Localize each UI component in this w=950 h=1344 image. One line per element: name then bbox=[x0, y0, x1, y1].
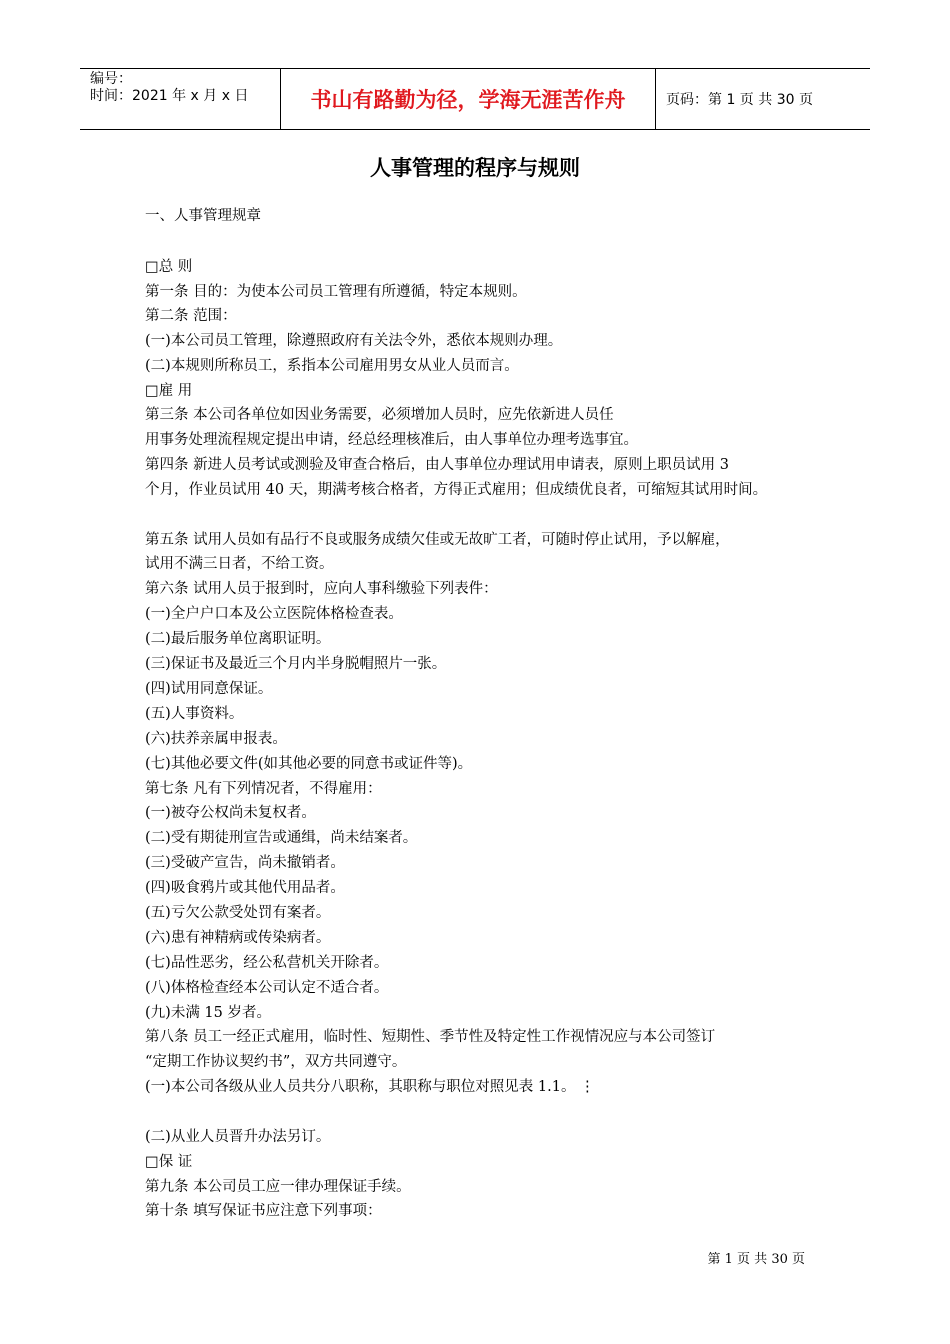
body-line: 第五条 试用人员如有品行不良或服务成绩欠佳或无故旷工者，可随时停止试用，予以解雇， bbox=[145, 532, 730, 548]
body-line: (五)亏欠公款受处罚有案者。 bbox=[145, 905, 331, 921]
body-line: 第二条 范围： bbox=[145, 308, 237, 324]
body-line: 第三条 本公司各单位如因业务需要，必须增加人员时，应先依新进人员任 bbox=[145, 407, 614, 423]
body-line: (六)扶养亲属申报表。 bbox=[145, 731, 287, 747]
body-line: 第九条 本公司员工应一律办理保证手续。 bbox=[145, 1179, 411, 1195]
body-line: 第一条 目的：为使本公司员工管理有所遵循，特定本规则。 bbox=[145, 284, 527, 300]
body-line: (二)受有期徒刑宣告或通缉，尚未结案者。 bbox=[145, 830, 418, 846]
body-line: “定期工作协议契约书”，双方共同遵守。 bbox=[145, 1054, 407, 1070]
document-number-label: 编号： bbox=[90, 71, 132, 87]
body-line: (二)最后服务单位离职证明。 bbox=[145, 631, 331, 647]
body-line: (七)其他必要文件(如其他必要的同意书或证件等)。 bbox=[145, 756, 473, 772]
body-line: (六)患有神精病或传染病者。 bbox=[145, 930, 331, 946]
document-title: 人事管理的程序与规则 bbox=[370, 156, 580, 180]
body-line: 第四条 新进人员考试或测验及审查合格后，由人事单位办理试用申请表，原则上职员试用 3 bbox=[145, 457, 729, 473]
page-header bbox=[80, 68, 870, 130]
body-line: (五)人事资料。 bbox=[145, 706, 244, 722]
body-line: (一)本公司各级从业人员共分八职称，其职称与职位对照见表 1.1。 ⋮ bbox=[145, 1079, 595, 1095]
body-line: (一)全户户口本及公立医院体格检查表。 bbox=[145, 606, 403, 622]
body-line: (九)未满 15 岁者。 bbox=[145, 1005, 271, 1021]
header-page-info: 页码：第 1 页 共 30 页 bbox=[666, 92, 813, 108]
body-line: □雇 用 bbox=[145, 383, 193, 399]
body-line: 试用不满三日者，不给工资。 bbox=[145, 556, 334, 572]
body-line: 个月，作业员试用 40 天，期满考核合格者，方得正式雇用；但成绩优良者，可缩短其试用时间。 bbox=[145, 482, 768, 498]
body-line: (四)吸食鸦片或其他代用品者。 bbox=[145, 880, 345, 896]
body-line: 第六条 试用人员于报到时，应向人事科缴验下列表件： bbox=[145, 581, 498, 597]
document-time-label: 时间：2021 年 x 月 x 日 bbox=[90, 88, 249, 104]
body-line: □保 证 bbox=[145, 1154, 193, 1170]
body-line: (二)从业人员晋升办法另订。 bbox=[145, 1129, 331, 1145]
body-line: (八)体格检查经本公司认定不适合者。 bbox=[145, 980, 389, 996]
page-footer: 第 1 页 共 30 页 bbox=[707, 1252, 805, 1267]
section-heading: 一、人事管理规章 bbox=[145, 208, 261, 224]
header-motto: 书山有路勤为径，学海无涯苦作舟 bbox=[281, 69, 656, 129]
body-line: (三)受破产宣告，尚未撤销者。 bbox=[145, 855, 345, 871]
body-line: (一)本公司员工管理，除遵照政府有关法令外，悉依本规则办理。 bbox=[145, 333, 563, 349]
body-line: (一)被夺公权尚未复权者。 bbox=[145, 805, 316, 821]
body-line: □总 则 bbox=[145, 259, 193, 275]
body-line: 第七条 凡有下列情况者，不得雇用： bbox=[145, 781, 382, 797]
body-line: 第十条 填写保证书应注意下列事项： bbox=[145, 1203, 382, 1219]
body-line: (七)品性恶劣，经公私营机关开除者。 bbox=[145, 955, 389, 971]
body-line: 用事务处理流程规定提出申请，经总经理核准后，由人事单位办理考选事宜。 bbox=[145, 432, 638, 448]
body-line: (二)本规则所称员工，系指本公司雇用男女从业人员而言。 bbox=[145, 358, 519, 374]
header-meta bbox=[80, 69, 281, 129]
body-line: (四)试用同意保证。 bbox=[145, 681, 273, 697]
body-line: 第八条 员工一经正式雇用，临时性、短期性、季节性及特定性工作视情况应与本公司签订 bbox=[145, 1029, 716, 1045]
body-line: (三)保证书及最近三个月内半身脱帽照片一张。 bbox=[145, 656, 447, 672]
